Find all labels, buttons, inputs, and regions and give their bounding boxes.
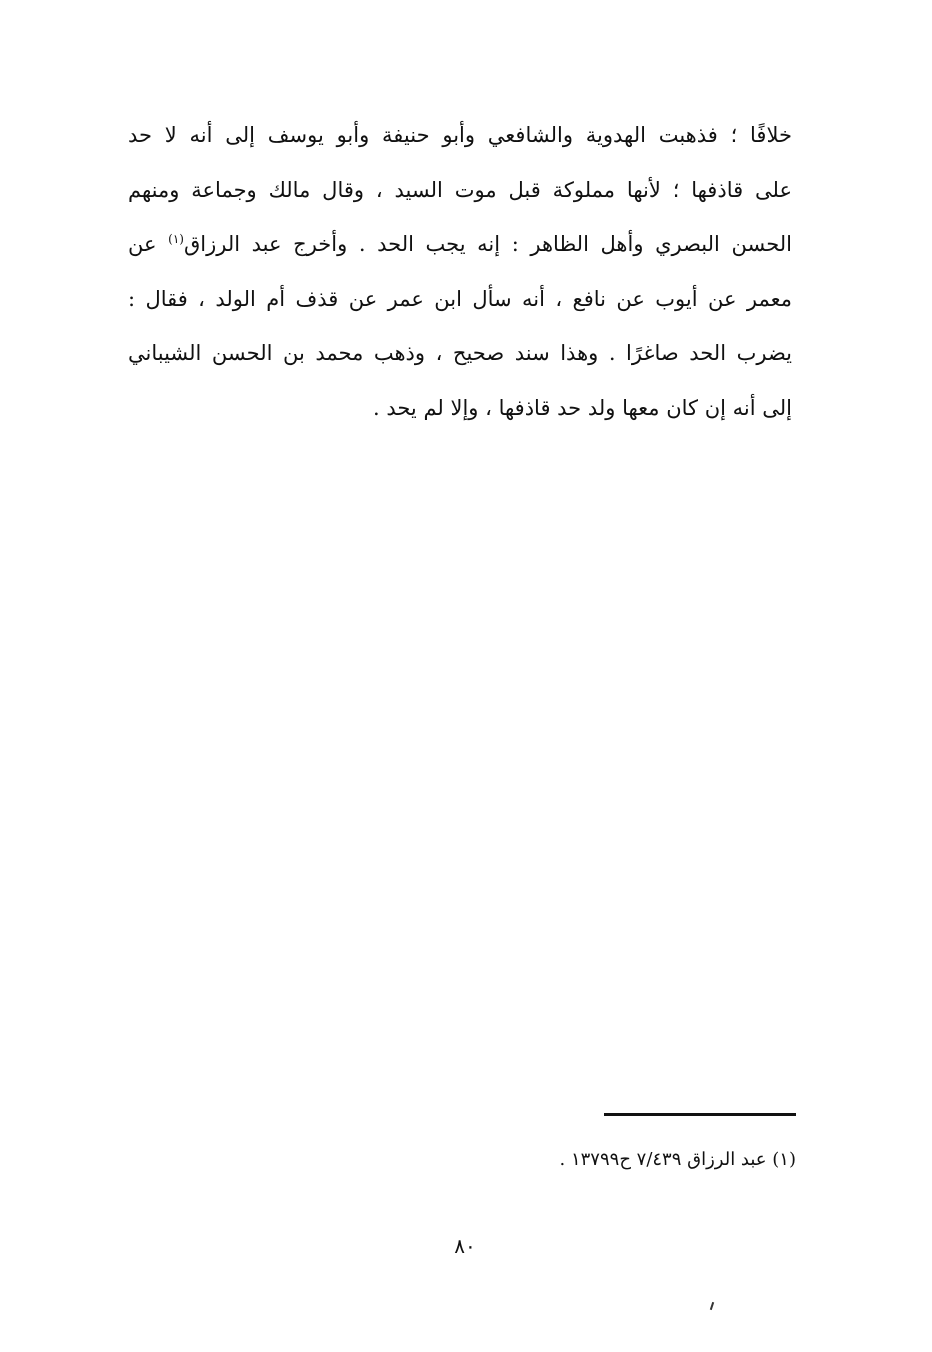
text-line-2: على قاذفها ؛ لأنها مملوكة قبل موت السيد ، وقال مالك وجماعة ومنهم <box>128 177 792 202</box>
footnote-reference-marker: (١) <box>168 232 184 246</box>
text-line-4: معمر عن أيوب عن نافع ، أنه سأل ابن عمر عن قذف أم الولد ، فقال : <box>128 286 792 311</box>
text-line-3-end: عن <box>128 232 157 256</box>
text-line-3 <box>128 217 792 272</box>
text-line-1: خلافًا ؛ فذهبت الهدوية والشافعي وأبو حنيفة وأبو يوسف إلى أنه لا حد <box>128 123 792 147</box>
footnote-divider <box>604 1113 796 1116</box>
text-line-6: إلى أنه إن كان معها ولد حد قاذفها ، وإلا لم يحد . <box>373 395 792 420</box>
scan-speck <box>710 1302 714 1310</box>
footnote: (١) عبد الرزاق ٧/٤٣٩ ح١٣٧٩٩ . <box>559 1149 796 1170</box>
page-number: ٨٠ <box>454 1234 476 1258</box>
text-line-3-start: الحسن البصري وأهل الظاهر : إنه يجب الحد . وأخرج عبد الرزاق <box>183 232 792 256</box>
text-line-5: يضرب الحد صاغرًا . وهذا سند صحيح ، وذهب محمد بن الحسن الشيباني <box>128 341 792 365</box>
main-text-block <box>128 108 792 435</box>
